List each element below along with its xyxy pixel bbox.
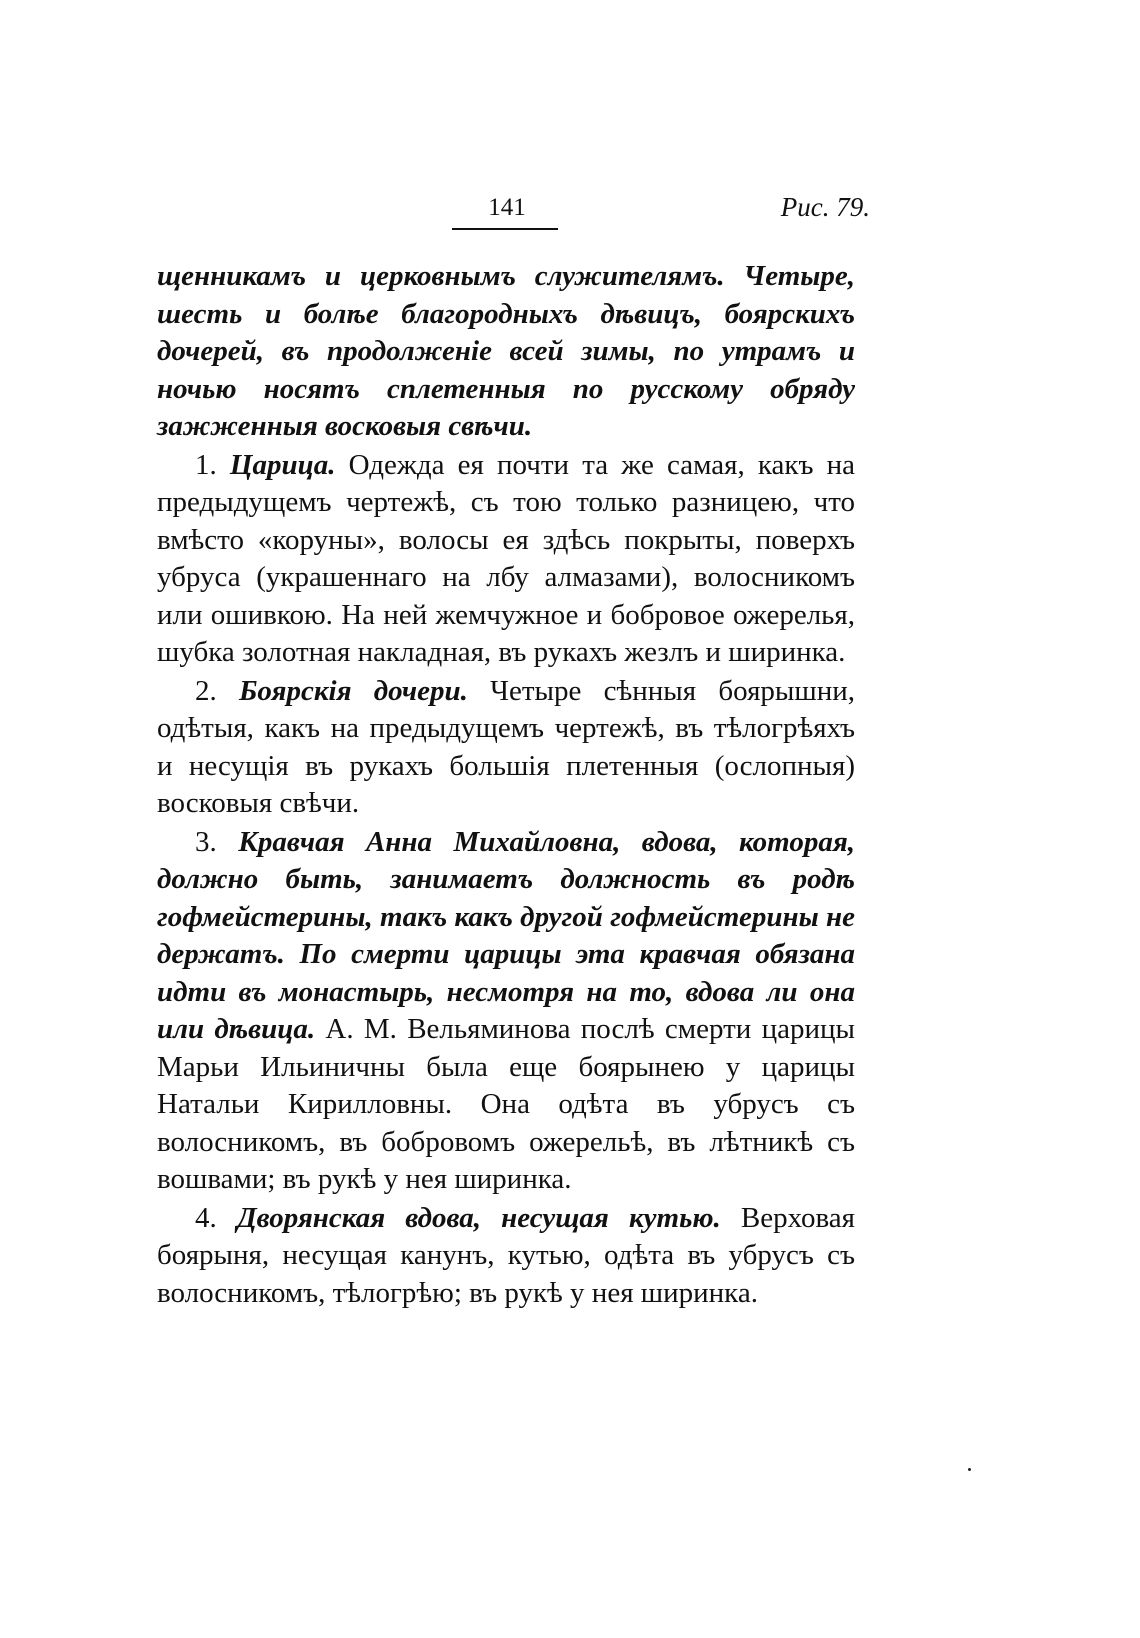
item-title: Дворянская вдова, несущая кутью. [236,1201,721,1234]
figure-reference: Рис. 79. [780,192,870,222]
item-title: Царица. [229,448,336,481]
item-number: 3. [195,825,217,858]
item-number: 4. [195,1201,217,1234]
item-text: Четыре сѣнныя боярышни, одѣтыя, какъ на предыдущемъ чертежѣ, въ тѣлогрѣяхъ и несущія въ рукахъ большія плетенныя (ослопныя) восковыя свѣчи. [157,674,856,819]
scan-speck [968,1468,971,1471]
body-text [157,258,855,1312]
page-number-rule [452,228,558,230]
paragraph-item-1 [157,447,855,672]
item-number: 1. [195,448,217,481]
item-text: А. М. Вельяминова послѣ смерти царицы Марьи Ильиничны была еще боярынею у царицы Натальи Кирилловны. Она одѣта въ убрусъ съ волосникомъ, въ бобровомъ ожерельѣ, въ лѣтникѣ съ вошвами; въ рукѣ у нея ширинка. [157,1013,856,1195]
item-title: Боярскія дочери. [239,674,468,707]
paragraph-item-4 [157,1200,855,1313]
item-text: Верховая боярыня, несущая канунъ, кутью, одѣта въ убрусъ съ волосникомъ, тѣлогрѣю; въ рукѣ у нея ширинка. [157,1201,855,1309]
page-number: 141 [488,194,526,221]
paragraph-item-2 [157,673,855,823]
item-number: 2. [195,674,217,707]
paragraph-italic-text: щенникамъ и церковнымъ служителямъ. Четыре, шесть и болѣе благородныхъ дѣвицъ, боярскихъ дочерей, въ продолженіе всей зимы, по утрамъ и ночью носятъ сплетенныя по русскому обряду зажженныя восковыя свѣчи. [157,260,855,442]
paragraph-continuation [157,258,855,446]
paragraph-item-3 [157,824,855,1199]
item-text: Одежда ея почти та же самая, какъ на предыдущемъ чертежѣ, съ тою только разницею, что вмѣсто «коруны», волосы ея здѣсь покрыты, поверхъ убруса (украшеннаго на лбу алмазами), волосникомъ или ошивкою. На ней жемчужное и бобровое ожерелья, шубка золотная накладная, въ рукахъ жезлъ и ширинка. [157,448,856,668]
item-title: Кравчая Анна Михайловна, вдова, которая, должно быть, занимаетъ должность въ родѣ гофмейстерины, такъ какъ другой гофмейстерины не держатъ. По смерти царицы эта кравчая обязана идти въ монастырь, несмотря на то, вдова ли она или дѣвица. [157,825,856,1045]
